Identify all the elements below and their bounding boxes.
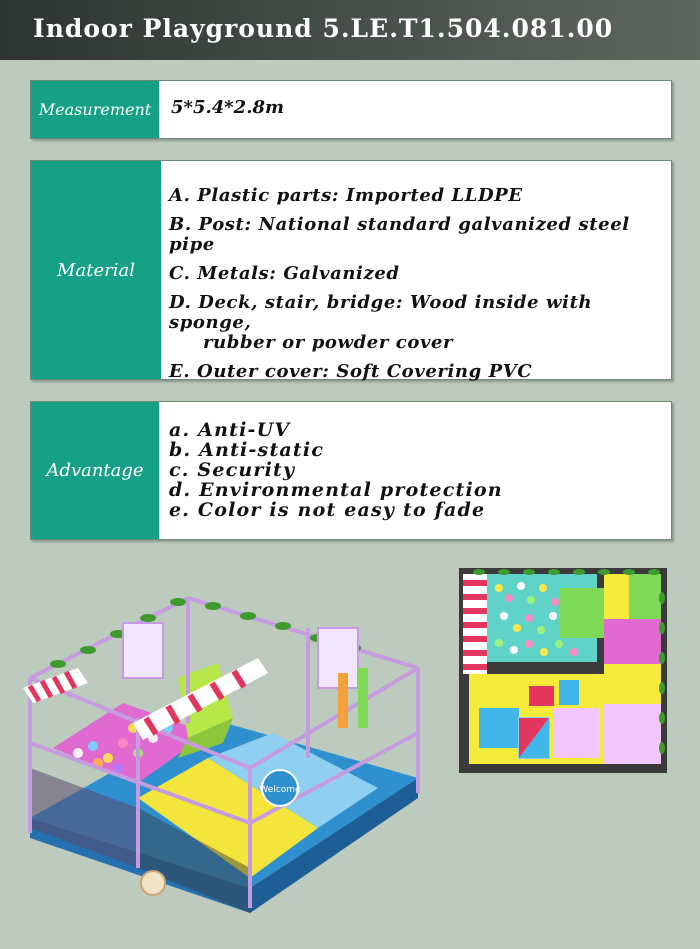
advantage-item: c. Security [169,459,296,481]
playground-perspective-image [18,568,423,938]
measurement-value: 5*5.4*2.8m [171,97,285,118]
material-item [169,293,671,353]
measurement-label: Measurement [31,81,159,138]
material-item-text: C. Metals: Galvanized [169,263,400,284]
material-item [169,264,671,284]
material-item-continuation: rubber or powder cover [203,332,454,353]
header-banner [0,0,700,60]
material-item [169,215,671,255]
page-title: Indoor Playground 5.LE.T1.504.081.00 [33,14,614,43]
advantage-list [169,420,503,520]
material-item [169,186,671,206]
material-row [30,160,672,380]
material-item-text: D. Deck, stair, bridge: Wood inside with sponge, [169,292,593,333]
advantage-item: d. Environmental protection [169,479,503,501]
material-item [169,362,671,382]
advantage-item: b. Anti-static [169,439,325,461]
advantage-label: Advantage [31,402,159,539]
material-label: Material [31,161,161,379]
welcome-sign-text: Welcome [259,785,301,795]
material-item-text: B. Post: National standard galvanized steel pipe [169,214,630,255]
advantage-item: a. Anti-UV [169,419,291,441]
advantage-row [30,401,672,540]
advantage-item: e. Color is not easy to fade [169,499,486,521]
material-item-text: E. Outer cover: Soft Covering PVC [169,361,533,382]
material-list [169,186,671,391]
measurement-row [30,80,672,139]
material-item-text: A. Plastic parts: Imported LLDPE [169,185,523,206]
playground-topdown-image [459,568,667,773]
